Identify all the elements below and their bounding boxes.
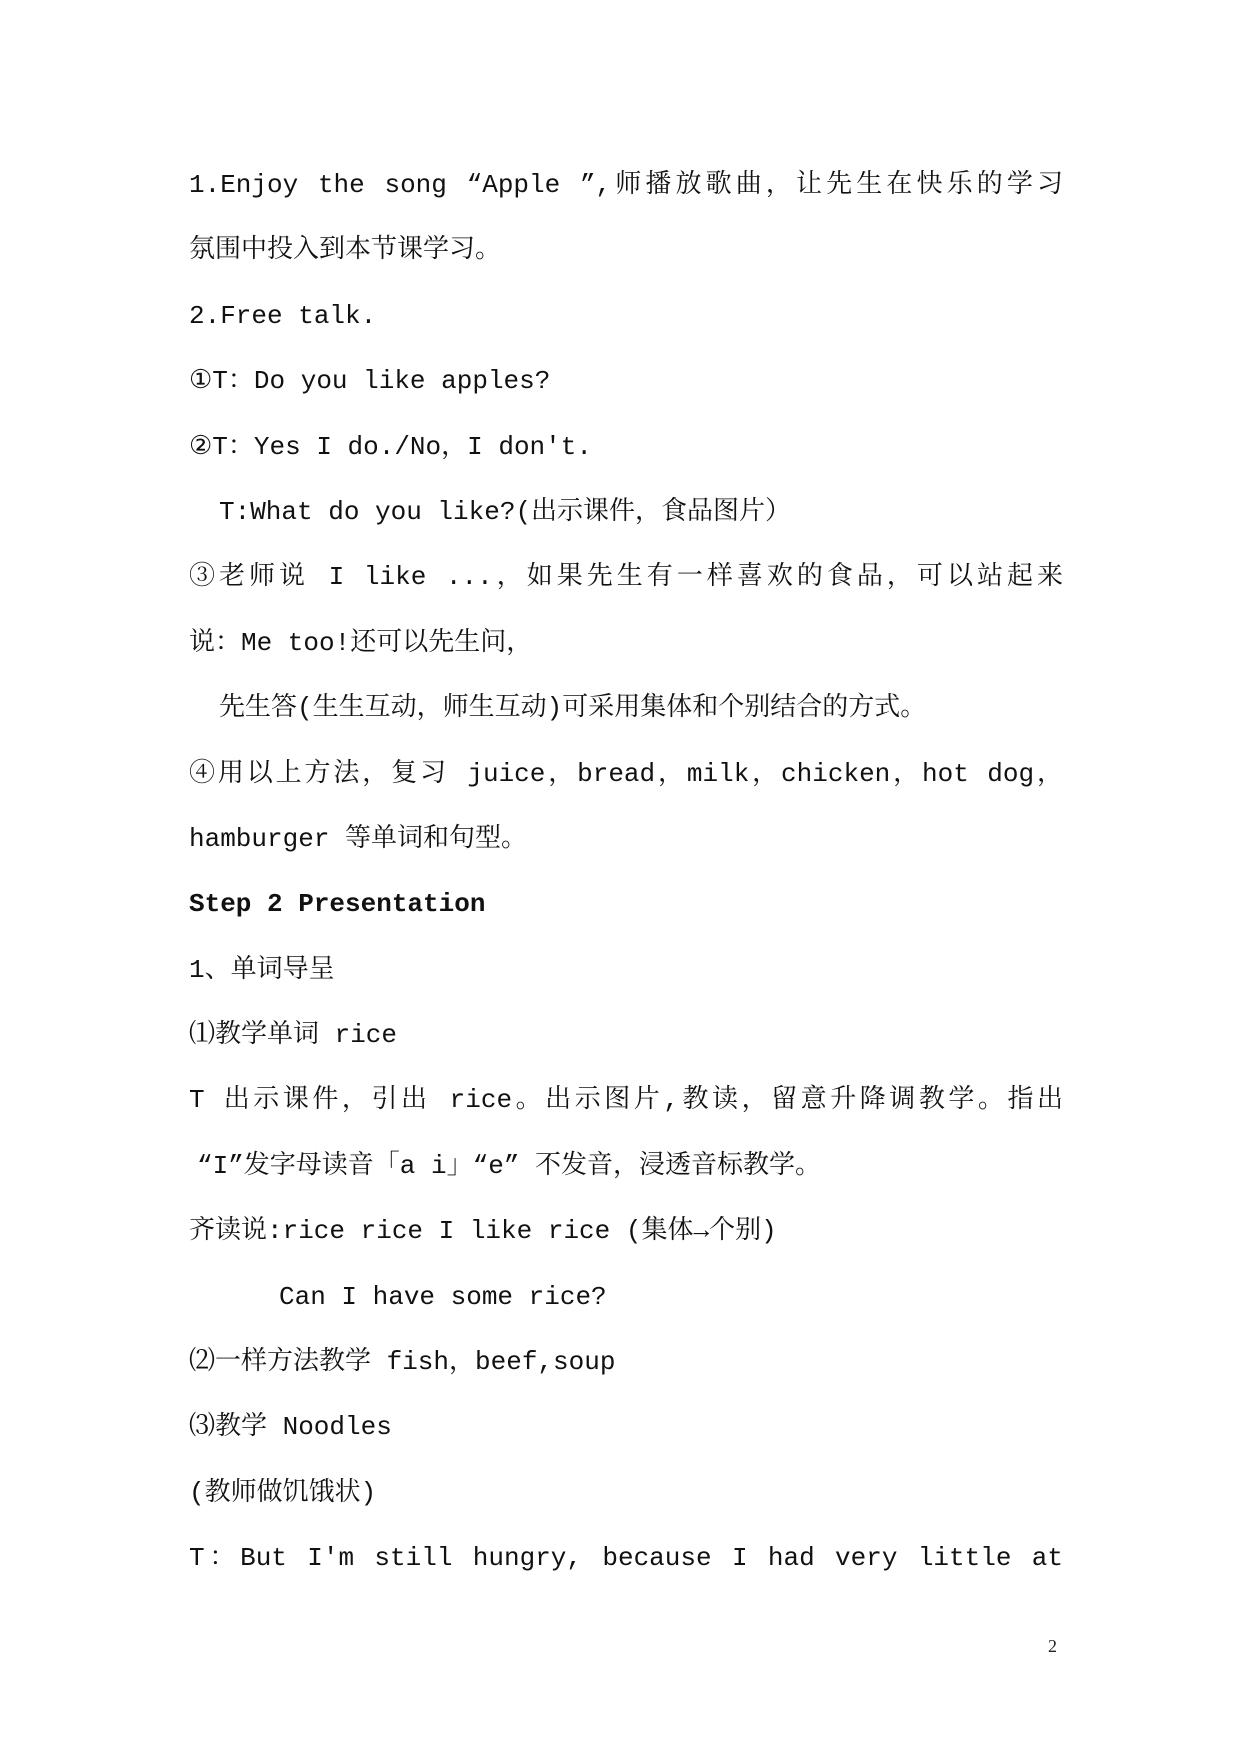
text-line: Can I have some rice? [279, 1281, 607, 1312]
text-line: hamburger 等单词和句型。 [189, 823, 528, 854]
text-line: T：But I'm still hungry, because I had very little at [189, 1543, 1063, 1574]
text-line: 2.Free talk. [189, 300, 377, 331]
text-line: 先生答(生生互动，师生互动)可采用集体和个别结合的方式。 [219, 693, 927, 724]
text-line: T 出示课件，引出 rice。出示图片,教读，留意升降调教学。指出 [189, 1085, 1063, 1116]
text-line: T:What do you like?(出示课件，食品图片） [219, 496, 792, 527]
text-line: 1.Enjoy the song “Apple ”,师播放歌曲，让先生在快乐的学习 [189, 170, 1063, 200]
text-line: (教师做饥饿状) [189, 1477, 377, 1508]
text-line: ⑶教学 Noodles [189, 1412, 392, 1443]
text-line: ④用以上方法，复习 juice，bread，milk，chicken，hot dog， [189, 758, 1063, 789]
text-line: ⑴教学单词 rice [189, 1020, 398, 1051]
text-line: “I”发字母读音「a i」“e” 不发音，浸透音标教学。 [197, 1150, 822, 1181]
text-line: ⑵一样方法教学 fish，beef,soup [189, 1347, 616, 1378]
text-line: ②T：Yes I do./No，I don't. [189, 431, 592, 462]
text-line: 说：Me too!还可以先生问， [189, 627, 533, 658]
document-body [189, 153, 1063, 1592]
text-line: 1、单词导呈 [189, 954, 335, 985]
text-line: ③老师说 I like ...，如果先生有一样喜欢的食品，可以站起来 [189, 562, 1063, 593]
text-line: ①T：Do you like apples? [189, 366, 551, 397]
text-line: 氛围中投入到本节课学习。 [189, 235, 502, 266]
section-heading: Step 2 Presentation [189, 889, 486, 920]
text-line: 齐读说:rice rice I like rice (集体→个别) [189, 1216, 777, 1247]
page-number: 2 [1048, 1636, 1057, 1656]
